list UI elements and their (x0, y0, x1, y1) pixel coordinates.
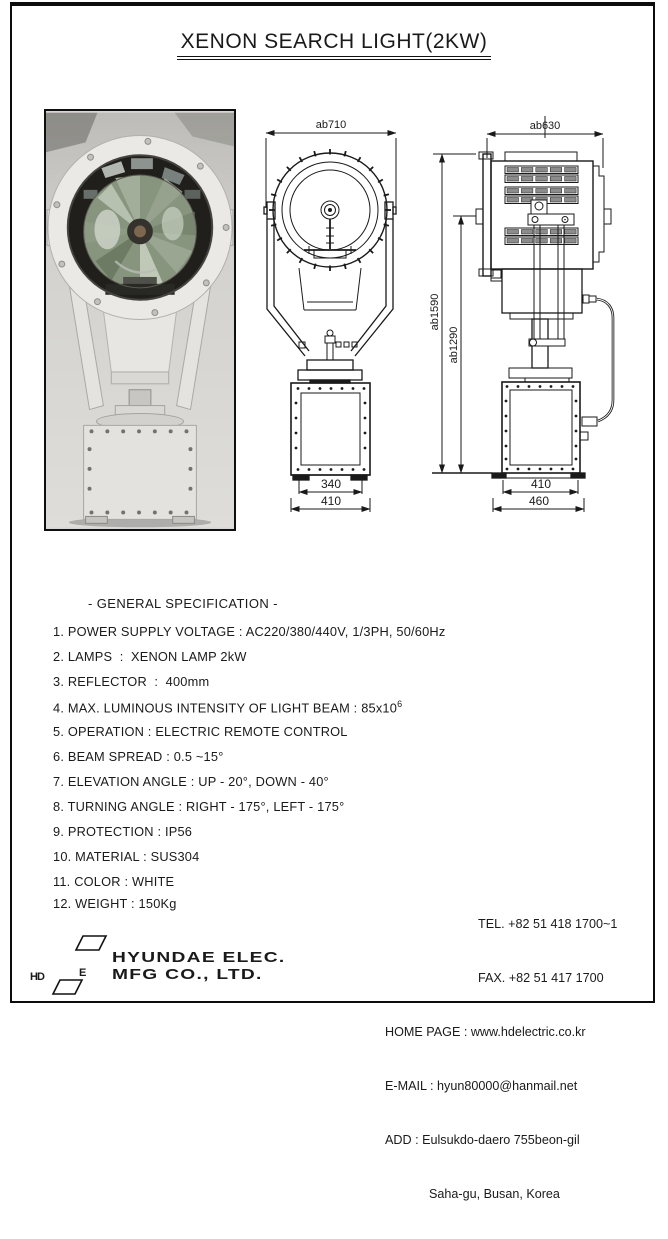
dim-label-front-base-inner: 340 (320, 477, 342, 491)
company-name (112, 949, 285, 983)
contact-block (385, 879, 663, 1239)
contact-address-line1: ADD : Eulsukdo-daero 755beon-gil (385, 1133, 580, 1147)
spec-item-4: 4. MAX. LUMINOUS INTENSITY OF LIGHT BEAM : $85x10^6$ (53, 699, 403, 716)
exponent: 6 (397, 699, 403, 709)
contact-fax: FAX. +82 51 417 1700 (478, 971, 604, 985)
housing-side (476, 152, 611, 339)
spec-item-11: 11. COLOR : WHITE (53, 874, 175, 889)
dim-label-side-width: ab630 (529, 120, 561, 132)
dim-label-height-mid: ab1290 (448, 326, 460, 364)
side-view-drawing (428, 112, 668, 530)
spec-item-10: 10. MATERIAL : SUS304 (53, 849, 200, 864)
pedestal-side (491, 269, 582, 382)
contact-tel: TEL. +82 51 418 1700~1 (478, 917, 618, 931)
spec-item-5: 5. OPERATION : ELECTRIC REMOTE CONTROL (53, 724, 348, 739)
spec-item-1: 1. POWER SUPPLY VOLTAGE : AC220/380/440V, 1/3PH, 50/60Hz (53, 624, 446, 639)
logo-letters-hd: HD (30, 971, 44, 983)
product-photo-art (46, 111, 234, 529)
spec-item-12: 12. WEIGHT : 150Kg (53, 896, 177, 911)
logo-letter-e: E (79, 967, 87, 979)
contact-email: E-MAIL : hyun80000@hanmail.net (385, 1079, 578, 1093)
company-name-line1: HYUNDAE ELEC. (112, 949, 286, 966)
contact-homepage: HOME PAGE : www.hdelectric.co.kr (385, 1025, 586, 1039)
company-name-line2: MFG CO., LTD. (112, 966, 263, 983)
base-front (291, 360, 370, 480)
page-title-text: XENON SEARCH LIGHT(2KW) (177, 30, 492, 60)
dim-label-front-base-outer: 410 (320, 494, 342, 508)
front-view-drawing (252, 112, 434, 530)
dim-label-height-total: ab1590 (429, 293, 441, 331)
dim-label-side-base-outer: 460 (528, 494, 550, 508)
spec-item-3: 3. REFLECTOR : 400mm (53, 674, 210, 689)
base-side (492, 382, 585, 478)
product-photo (44, 109, 236, 531)
spec-item-2: 2. LAMPS : XENON LAMP 2kW (53, 649, 247, 664)
dim-label-front-width: ab710 (315, 119, 347, 131)
spec-item-9: 9. PROTECTION : IP56 (53, 824, 193, 839)
spec-heading: - GENERAL SPECIFICATION - (88, 596, 278, 611)
company-logo-icon (30, 934, 114, 998)
contact-address-line2: Saha-gu, Busan, Korea (429, 1187, 560, 1201)
page-title (0, 30, 668, 60)
spec-item-7: 7. ELEVATION ANGLE : UP - 20°, DOWN - 40° (53, 774, 329, 789)
spec-item-6: 6. BEAM SPREAD : 0.5 ~15° (53, 749, 224, 764)
cable-side (580, 295, 613, 440)
dim-label-side-base-inner: 410 (530, 477, 552, 491)
lamp-head-front (269, 149, 391, 271)
spec-list (53, 624, 445, 918)
spec-item-8: 8. TURNING ANGLE : RIGHT - 175°, LEFT - 175° (53, 799, 345, 814)
